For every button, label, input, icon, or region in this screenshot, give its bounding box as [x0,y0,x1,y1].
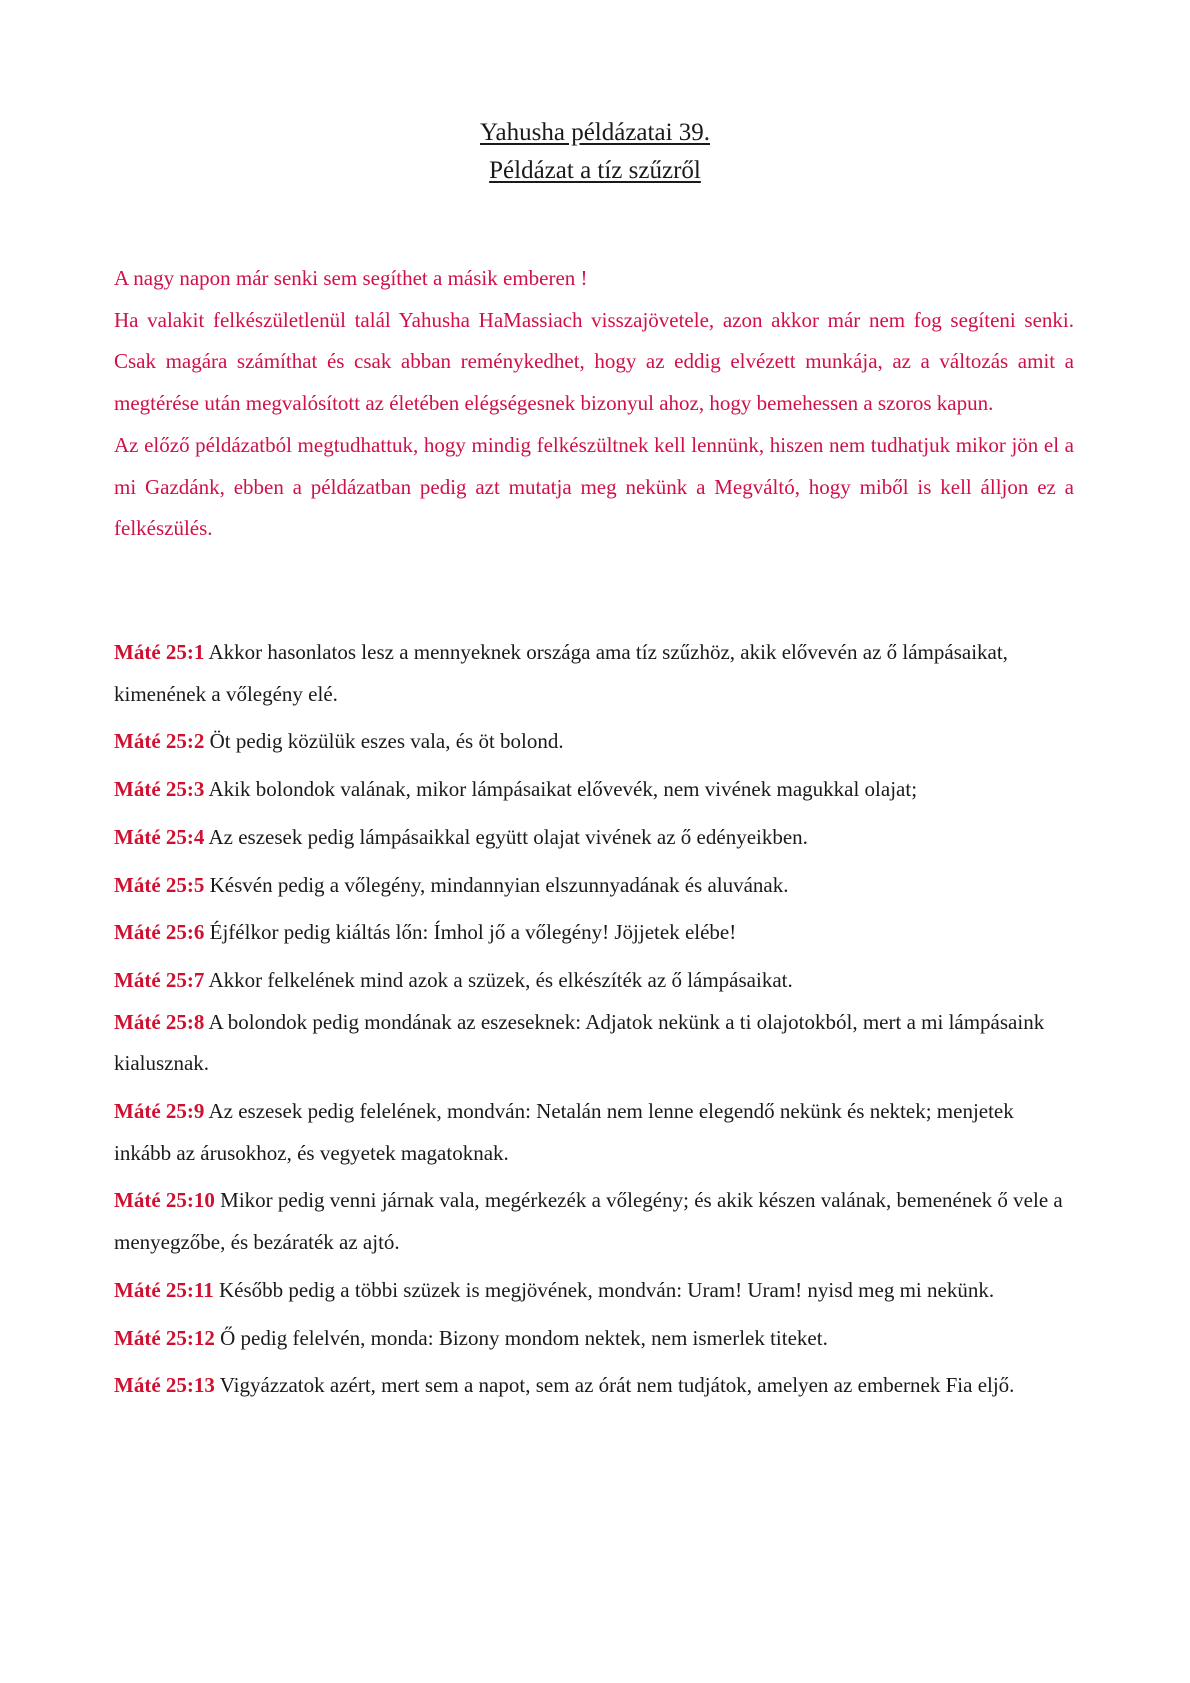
verse-text: Akkor hasonlatos lesz a mennyeknek országa ama tíz szűzhöz, akik elővevén az ő lámpásaikat, kimenének a vőlegény elé. [114,640,1008,706]
verse-text: A bolondok pedig mondának az eszeseknek: Adjatok nekünk a ti olajotokból, mert a mi lámpásaink kialusznak. [114,1009,1045,1076]
intro-section [114,258,1074,550]
verse-reference: Máté 25:13 [114,1373,215,1398]
page-subtitle: Példázat a tíz szűzről [489,157,701,184]
verse-text: Késvén pedig a vőlegény, mindannyian elszunnyadának és aluvának. [204,872,789,897]
verse-text: Öt pedig közülük eszes vala, és öt bolond. [204,729,564,754]
verse-reference: Máté 25:7 [114,967,205,992]
verse-text: Akkor felkelének mind azok a szüzek, és elkészíték az ő lámpásaikat. [204,967,793,992]
verse [114,912,1074,954]
title-block [0,114,1190,190]
verse-list [114,632,1074,1413]
verse [114,865,1074,907]
page-title: Yahusha példázatai 39. [479,119,711,146]
verse [114,1365,1074,1407]
verse-reference: Máté 25:10 [114,1188,215,1213]
verse [114,1270,1074,1312]
verse [114,1318,1074,1360]
verse [114,1180,1074,1263]
verse [114,1002,1074,1085]
verse-reference: Máté 25:8 [114,1009,205,1034]
verse [114,1091,1074,1174]
verse-text: Ő pedig felelvén, monda: Bizony mondom nektek, nem ismerlek titeket. [214,1325,828,1350]
verse [114,769,1074,811]
verse-reference: Máté 25:12 [114,1325,215,1350]
intro-paragraph: Ha valakit felkészületlenül talál Yahusha HaMassiach visszajövetele, azon akkor már nem fog segíteni senki. Csak magára számíthat és csak abban reménykedhet, hogy az eddig elvézett munkája, az a változás amit a megtérése után megvalósított az életében elégségesnek bizonyul ahoz, hogy bemehessen a szoros kapun. [114,307,1074,416]
verse [114,817,1074,859]
verse-reference: Máté 25:5 [114,872,205,897]
intro-paragraph: Az előző példázatból megtudhattuk, hogy mindig felkészültnek kell lennünk, hiszen nem tudhatjuk mikor jön el a mi Gazdánk, ebben a példázatban pedig azt mutatja meg nekünk a Megváltó, hogy miből is kell álljon ez a felkészülés. [114,432,1074,541]
verse-text: Az eszesek pedig lámpásaikkal együtt olajat vivének az ő edényeikben. [204,824,808,849]
verse-reference: Máté 25:4 [114,824,205,849]
verse-reference: Máté 25:2 [114,729,205,754]
verse-text: Mikor pedig venni járnak vala, megérkezék a vőlegény; és akik készen valának, bemenének ő vele a menyegzőbe, és bezáraték az ajtó. [114,1188,1063,1255]
verse-reference: Máté 25:6 [114,920,205,945]
verse-text: Akik bolondok valának, mikor lámpásaikat elővevék, nem vivének magukkal olajat; [204,777,918,802]
verse-text: Később pedig a többi szüzek is megjövének, mondván: Uram! Uram! nyisd meg mi nekünk. [213,1277,995,1302]
verse-reference: Máté 25:11 [114,1277,214,1302]
intro-paragraph: A nagy napon már senki sem segíthet a másik emberen ! [114,266,588,290]
verse [114,632,1074,715]
verse [114,960,1074,1002]
verse-text: Az eszesek pedig felelének, mondván: Netalán nem lenne elegendő nekünk és nektek; menjetek inkább az árusokhoz, és vegyetek magatoknak. [114,1099,1014,1165]
verse-reference: Máté 25:9 [114,1099,205,1124]
verse [114,721,1074,763]
verse-text: Vigyázzatok azért, mert sem a napot, sem az órát nem tudjátok, amelyen az embernek Fia eljő. [214,1373,1015,1398]
verse-reference: Máté 25:3 [114,777,205,802]
verse-text: Éjfélkor pedig kiáltás lőn: Ímhol jő a vőlegény! Jöjjetek elébe! [204,920,737,945]
verse-reference: Máté 25:1 [114,640,205,664]
